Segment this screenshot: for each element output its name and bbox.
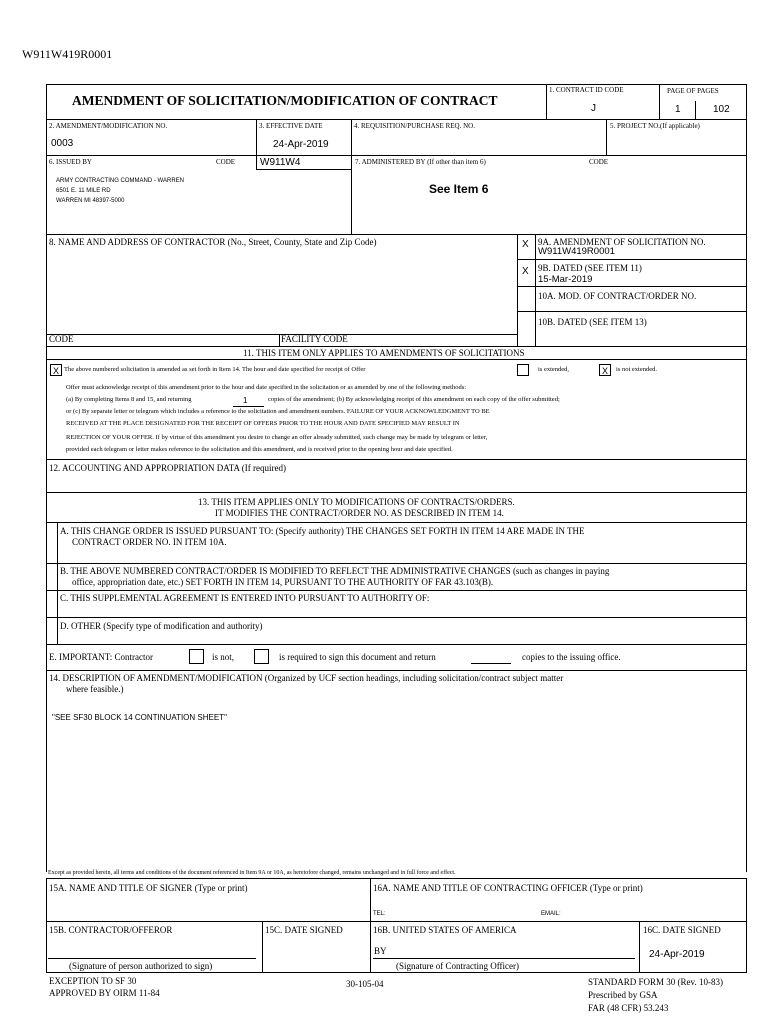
email-label: EMAIL: — [541, 911, 561, 917]
item-11-line-2b: copies of the amendment; (b) By acknowledging receipt of this amendment on each copy of the offer submitted; — [268, 396, 560, 403]
contract-id-code: J — [591, 103, 596, 114]
item-11-line-2a: (a) By completing Items 8 and 15, and returning — [66, 396, 192, 403]
item-13b-line-1: B. THE ABOVE NUMBERED CONTRACT/ORDER IS MODIFIED TO REFLECT THE ADMINISTRATIVE CHANGES (such as changes in paying — [60, 566, 610, 576]
officer-date-label: 16C. DATE SIGNED — [643, 925, 721, 935]
administered-code-label: CODE — [589, 158, 609, 166]
officer-signature-caption: (Signature of Contracting Officer) — [396, 961, 520, 971]
is-not-label: is not, — [212, 652, 235, 662]
item-11-heading: 11. THIS ITEM ONLY APPLIES TO AMENDMENTS OF SOLICITATIONS — [243, 348, 525, 358]
item-13a-line-2: CONTRACT ORDER NO. IN ITEM 10A. — [72, 537, 227, 547]
item-13c-line: C. THIS SUPPLEMENTAL AGREEMENT IS ENTERED INTO PURSUANT TO AUTHORITY OF: — [60, 593, 430, 603]
is-required-label: is required to sign this document and return — [279, 652, 436, 662]
amendment-9a-label: 9A. AMENDMENT OF SOLICITATION NO. — [538, 237, 706, 247]
page-number: 1 — [675, 104, 681, 115]
offeror-signature-caption: (Signature of person authorized to sign) — [69, 961, 213, 971]
item-14-content: "SEE SF30 BLOCK 14 CONTINUATION SHEET" — [52, 713, 227, 722]
page-of-pages-label: PAGE OF PAGES — [667, 87, 719, 95]
except-text: Except as provided herein, all terms and conditions of the document referenced in Item 9A or 10A, as heretofore changed, remains unchanged and in full force and effect. — [48, 870, 456, 876]
item-13-heading-1: 13. THIS ITEM APPLIES ONLY TO MODIFICATIONS OF CONTRACTS/ORDERS. — [198, 497, 515, 507]
issued-code-value: W911W4 — [260, 157, 301, 168]
not-extended-checkbox[interactable]: X — [599, 364, 611, 376]
issued-code-label: CODE — [216, 158, 236, 166]
issued-by-label: 6. ISSUED BY — [49, 158, 92, 166]
copies-label: copies to the issuing office. — [522, 652, 621, 662]
united-states-label: 16B. UNITED STATES OF AMERICA — [373, 925, 517, 935]
is-not-extended-label: is not extended. — [616, 366, 657, 373]
contract-id-label: 1. CONTRACT ID CODE — [549, 86, 624, 94]
administered-by-label: 7. ADMINISTERED BY (If other than item 6) — [355, 158, 486, 166]
item-12-label: 12. ACCOUNTING AND APPROPRIATION DATA (If required) — [49, 463, 287, 473]
dated-9b-label: 9B. DATED (SEE ITEM 11) — [538, 263, 642, 273]
item-13d-line: D. OTHER (Specify type of modification and authority) — [60, 621, 263, 631]
contractor-code-label: CODE — [49, 334, 74, 344]
signer-name-label: 15A. NAME AND TITLE OF SIGNER (Type or print) — [49, 883, 248, 893]
contractor-label: 8. NAME AND ADDRESS OF CONTRACTOR (No., Street, County, State and Zip Code) — [49, 237, 377, 247]
footer-center-code: 30-105-04 — [346, 979, 384, 989]
mod-10a-label: 10A. MOD. OF CONTRACT/ORDER NO. — [538, 291, 697, 301]
project-no-label: 5. PROJECT NO.(If applicable) — [610, 122, 700, 130]
item-13a-line-1: A. THIS CHANGE ORDER IS ISSUED PURSUANT TO: (Specify authority) THE CHANGES SET FORTH IN ITEM 14 ARE MADE IN THE — [60, 526, 585, 536]
footer-prescribed: Prescribed by GSA — [588, 990, 658, 1000]
footer-form-name: STANDARD FORM 30 (Rev. 10-83) — [588, 977, 723, 987]
issuer-line-1: ARMY CONTRACTING COMMAND - WARREN — [56, 178, 184, 184]
footer-approved: APPROVED BY OIRM 11-84 — [49, 988, 160, 998]
form-title: AMENDMENT OF SOLICITATION/MODIFICATION OF CONTRACT — [72, 93, 498, 108]
page-count: 102 — [713, 104, 730, 115]
officer-date-signed: 24-Apr-2019 — [649, 949, 705, 960]
amendment-9a-value: W911W419R0001 — [538, 246, 615, 257]
item-11-line-4: RECEIVED AT THE PLACE DESIGNATED FOR THE RECEIPT OF OFFERS PRIOR TO THE HOUR AND DATE SPECIFIED MAY RESULT IN — [66, 420, 460, 427]
item-14-line-2: where feasible.) — [66, 684, 124, 694]
item-11-line-6: provided each telegram or letter makes reference to the solicitation and this amendment, and is received prior to the opening hour and date specified. — [66, 446, 453, 453]
issuer-line-3: WARREN MI 48397-5000 — [56, 198, 125, 204]
footer-far: FAR (48 CFR) 53.243 — [588, 1003, 669, 1013]
amendment-no-label: 2. AMENDMENT/MODIFICATION NO. — [49, 122, 168, 130]
amended-text: The above numbered solicitation is amended as set forth in Item 14. The hour and date specified for receipt of Offer — [64, 366, 366, 373]
important-label: E. IMPORTANT: Contractor — [49, 652, 154, 662]
is-extended-label: is extended, — [538, 366, 570, 373]
facility-code-label: FACILITY CODE — [281, 334, 348, 344]
requisition-label: 4. REQUISITION/PURCHASE REQ. NO. — [354, 122, 475, 130]
copies-count: 1 — [243, 396, 248, 405]
contractor-is-not-checkbox[interactable] — [189, 649, 204, 664]
item-11-line-3: or (c) By separate letter or telegram which includes a reference to the solicitation and amendment numbers. FAILURE OF YOUR ACKNOWLEDGMENT TO BE — [66, 408, 490, 415]
item-9b-check: X — [522, 266, 529, 277]
item-11-line-1: Offer must acknowledge receipt of this amendment prior to the hour and date specified in the solicitation or as amended by one of the following methods: — [66, 384, 467, 391]
officer-name-label: 16A. NAME AND TITLE OF CONTRACTING OFFICER (Type or print) — [373, 883, 643, 893]
amendment-no: 0003 — [51, 138, 74, 149]
dated-10b-label: 10B. DATED (SEE ITEM 13) — [538, 317, 647, 327]
effective-date: 24-Apr-2019 — [273, 139, 329, 150]
tel-label: TEL: — [373, 911, 386, 917]
footer-exception: EXCEPTION TO SF 30 — [49, 976, 137, 986]
item-14-line-1: 14. DESCRIPTION OF AMENDMENT/MODIFICATION (Organized by UCF section headings, including solicitation/contract subject matter — [49, 673, 564, 683]
contractor-is-required-checkbox[interactable] — [254, 649, 269, 664]
extended-checkbox[interactable] — [517, 364, 529, 376]
item-9a-check: X — [522, 239, 529, 250]
by-label: BY — [374, 946, 387, 956]
dated-9b-value: 15-Mar-2019 — [538, 274, 593, 285]
administered-value: See Item 6 — [429, 182, 489, 196]
effective-date-label: 3. EFFECTIVE DATE — [259, 122, 323, 130]
contractor-offeror-label: 15B. CONTRACTOR/OFFEROR — [49, 925, 173, 935]
issuer-line-2: 6501 E. 11 MILE RD — [56, 188, 111, 194]
item-13-heading-2: IT MODIFIES THE CONTRACT/ORDER NO. AS DESCRIBED IN ITEM 14. — [215, 508, 504, 518]
document-id: W911W419R0001 — [22, 47, 113, 61]
amended-checkbox[interactable]: X — [50, 364, 62, 376]
item-13b-line-2: office, appropriation date, etc.) SET FORTH IN ITEM 14, PURSUANT TO THE AUTHORITY OF FAR 43.103(B). — [72, 577, 494, 587]
item-11-line-5: REJECTION OF YOUR OFFER. If by virtue of this amendment you desire to change an offer already submitted, such change may be made by telegram or letter, — [66, 434, 488, 441]
contractor-date-label: 15C. DATE SIGNED — [265, 925, 343, 935]
